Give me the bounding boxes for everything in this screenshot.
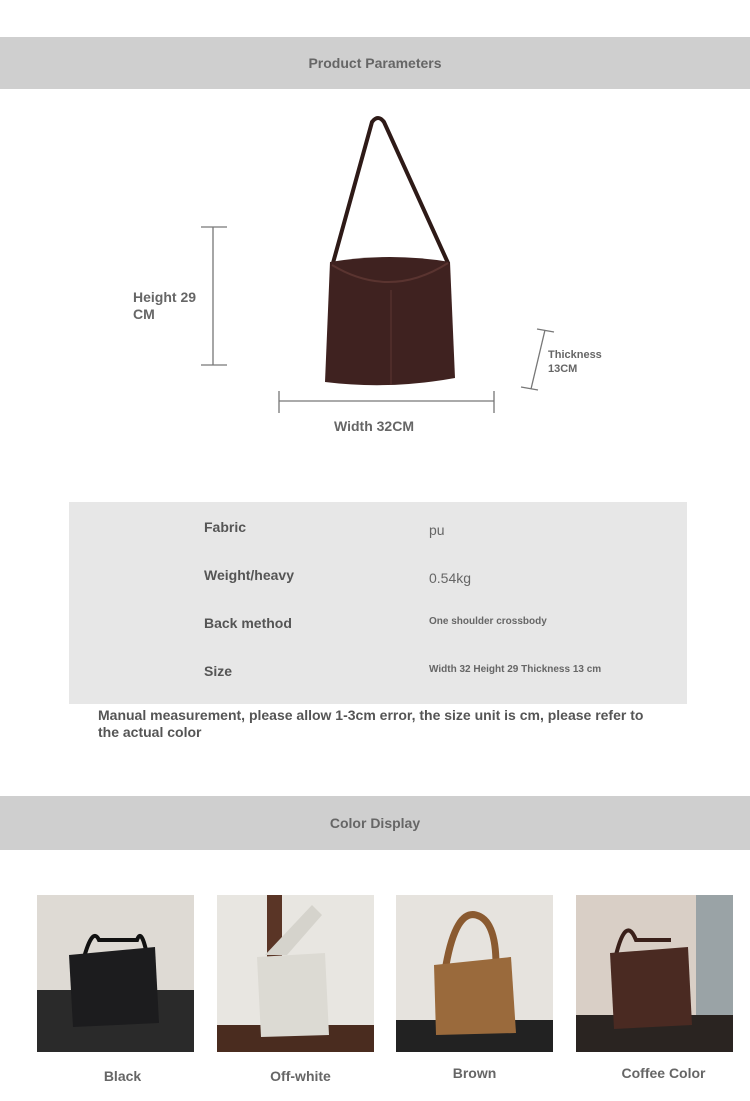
section-title: Color Display	[329, 815, 421, 831]
bag-dimension-diagram	[0, 100, 750, 450]
color-label-off-white: Off-white	[270, 1068, 331, 1084]
product-parameters-header	[0, 37, 750, 89]
section-title: Product Parameters	[308, 55, 442, 71]
color-photo-black	[37, 895, 194, 1052]
spec-label-fabric: Fabric	[204, 519, 247, 535]
thickness-label	[548, 348, 602, 376]
color-photo-brown	[396, 895, 553, 1052]
color-label-black: Black	[103, 1068, 142, 1084]
spec-label-size: Size	[204, 663, 233, 679]
color-display-header	[0, 796, 750, 850]
height-label: Height 29 CM	[133, 289, 197, 322]
spec-label-weight: Weight/heavy	[204, 567, 294, 583]
color-label-coffee: Coffee Color	[621, 1065, 706, 1081]
spec-table	[69, 502, 687, 704]
measurement-note: Manual measurement, please allow 1-3cm error, the size unit is cm, please refer to the actual color	[98, 707, 644, 740]
color-label-brown: Brown	[452, 1065, 497, 1081]
thickness-label-text: Thickness	[548, 349, 602, 361]
thickness-label-value: 13CM	[548, 363, 578, 375]
spec-value-fabric: pu	[429, 522, 445, 538]
spec-value-back-method: One shoulder crossbody	[429, 616, 547, 627]
color-photo-off-white	[217, 895, 374, 1052]
width-label: Width 32CM	[334, 418, 414, 434]
color-photo-coffee	[576, 895, 733, 1052]
spec-label-back-method: Back method	[204, 615, 292, 631]
spec-value-size: Width 32 Height 29 Thickness 13 cm	[429, 664, 602, 675]
spec-value-weight: 0.54kg	[429, 570, 472, 586]
